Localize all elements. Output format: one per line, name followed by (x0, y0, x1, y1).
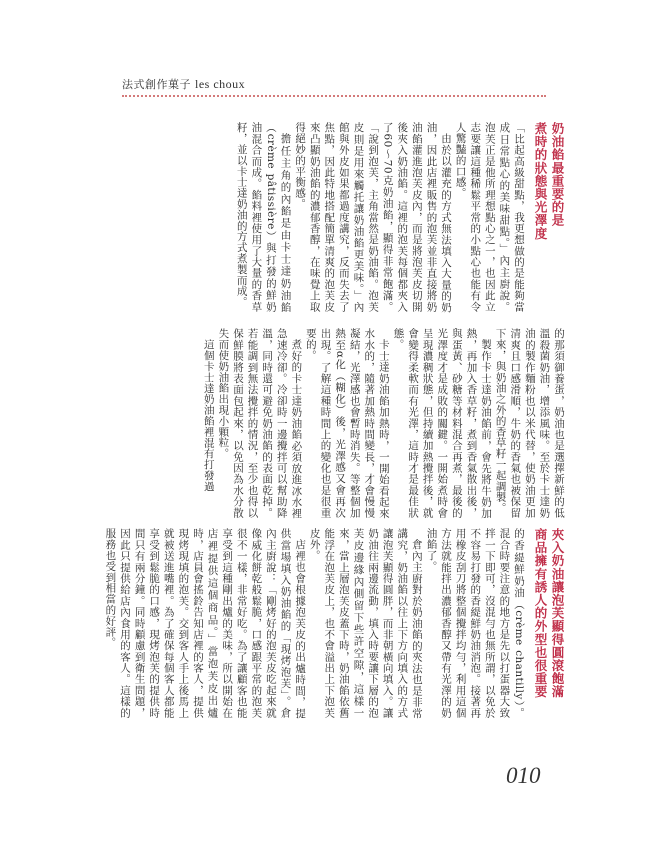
body-paragraph: 製作卡士達奶油餡前，會先將牛奶加熱，再加入香草籽，煮到香氣散出後，與蛋黃、砂糖等材料混合再煮，最後的光澤度才是成敗的關鍵。一開始煮時會呈現濃稠狀態，但持續加熱攪拌後，就會變得柔軟而有光澤，這時才是最佳狀態。 (392, 328, 493, 518)
book-title: 法式創作菓子 (122, 78, 191, 91)
body-paragraph: 這個卡士達奶油餡裡混有打發過 (202, 338, 215, 492)
text-block-middle (128, 328, 566, 518)
header-dotted-rule (122, 95, 546, 97)
text-block-top (128, 122, 566, 312)
book-title-latin: les choux (195, 77, 246, 91)
page-number: 010 (506, 763, 541, 788)
body-paragraph: 倉內主廚對於奶油餡的夾法也是非常講究，奶油餡以往上下方向填入的方式讓泡芙顯得圓胖，而非朝橫向填入。讓奶油往兩邊流動，填入時要讓下層的泡芙皮邊緣內側留下些許空隙，這樣一來，當上層泡芙皮蓋下時，奶油餡依舊能浮在泡芙皮上，也不會溢出上下泡芙皮外。 (308, 528, 423, 718)
heading-line: 煮時的狀態與光澤度 (533, 122, 548, 240)
heading-line: 商品擁有誘人的外型也很重要 (533, 528, 548, 699)
body-paragraph: 煮好的卡士達奶油餡必須放進冰水裡急速冷卻。冷卻時一邊攪拌可以幫助降溫，同時還可避免奶油餡的表面乾掉。若能調到無法攪拌的情況，至少也得以保鮮膜將表面包起來，以免因為水分散失而使奶油餡出現小顆粒。 (217, 328, 303, 518)
section-heading (532, 528, 566, 718)
body-paragraph: 卡士達奶油餡加熱時，一開始看起來水水的，隨著加熱時間變長，才會慢慢凝結，光澤感也會暫時消失。等整個加熱至α化（糊化）後，光澤感又會再次出現。了解這種時間上的變化也是很重要的。 (304, 328, 390, 518)
heading-line: 奶油餡最重要的是 (550, 122, 565, 227)
body-paragraph: 的香緹鮮奶油（crème chantilly）。混合時要注意的地方是先以打蛋器大致拌一下即可，沒混勻也無所謂，以免於不容易打發的香緹鮮奶油消泡。接著再用橡皮刮刀將整個攪拌均勻，利用這個方法就能拌出濃郁香醇又帶有光澤的奶油餡了。 (425, 528, 525, 718)
body-paragraph: 店裡也會根據泡芙皮的出爐時間，提供當場填入奶油餡的「現烤泡芙」。倉內主廚說：「剛烤好的泡芙皮吃起來就像威化餅乾般鬆脆，口感跟平常的泡芙很不一樣，非常好吃。為了讓顧客也能享受到這種剛出爐的美味，所以開始在店裡提供這個商品。」當泡芙皮出爐時，店員會搖鈴告知店裡的客人，提供現烤現填的泡芙。交到客人手上後馬上就被送進嘴裡。為了確保每個客人都能享受到鬆脆的口感，現烤泡芙的提供時間只有兩分鐘。同時顧慮到衛生問題，因此只提供給店內食用的客人。這樣的服務也受到相當的好評。 (104, 528, 307, 718)
body-paragraph: 「比起高級甜點，我更想做的是能夠當成日常點心的美味甜點。」內主廚說。泡芙正是他所理想點心之一，也因此立志要讓這種稀鬆平常的小點心也能有令人驚豔的口感。 (454, 122, 525, 312)
text-block-bottom (104, 528, 566, 718)
heading-line: 夾入奶油讓泡芙顯得圓滾飽滿 (550, 528, 565, 699)
body-paragraph: 的那須御養蛋，奶油也是選擇新鮮的低溫殺菌奶油，增添風味。至於卡士達奶油的製作麵粉也以米代替，使奶油更加清爽且口感滑順，牛奶的香氣也被保留下來，與奶油之外的香草籽一起調製。 (494, 328, 565, 518)
section-heading (532, 122, 566, 312)
running-header (122, 76, 245, 92)
body-paragraph: 由於以灌充的方式無法填入大量的奶油，因此店裡販售的泡芙並非直接將奶油餡灌進泡芙皮內，而是將泡芙皮切開後夾入奶油餡。這裡的泡芙每個都夾入了60～70克奶油餡，顯得非常飽滿。「說到泡芙，主角當然是奶油餡。泡芙皮則是用來觸托讓奶油餡更美味。」內館與外皮如果都過度講究，反而失去了焦點，因此特地搭配簡單清爽的泡芙皮來凸顯奶油餡的濃郁香醇，在味覺上取得絕妙的平衡感。 (294, 122, 453, 312)
body-paragraph: 擔任主角的內餡是由卡士達奶油餡（crème pâtissière）與打發的鮮奶油混合而成。餡料裡使用了大量的香草籽，並以卡士達奶油的方式煮製而成。 (235, 122, 292, 312)
